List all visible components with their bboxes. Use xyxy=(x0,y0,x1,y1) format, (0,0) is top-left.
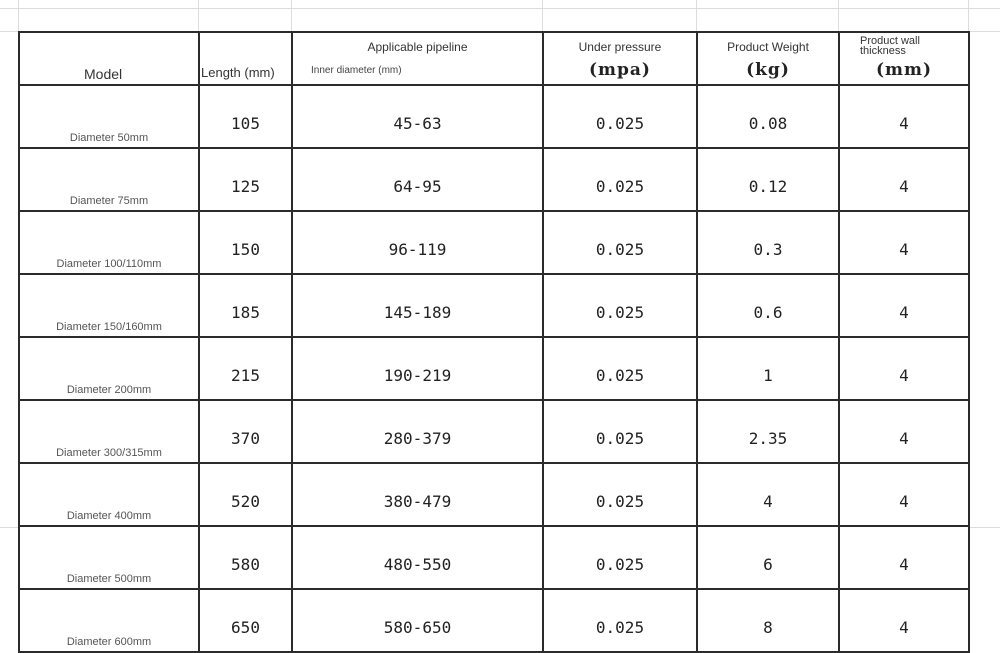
header-model: Model xyxy=(19,32,199,85)
header-wall-label: Product wall thickness xyxy=(860,35,920,57)
cell-weight: 2.35 xyxy=(697,400,839,463)
cell-model: Diameter 600mm xyxy=(19,589,199,652)
cell-length: 520 xyxy=(199,463,292,526)
table-row xyxy=(19,274,969,337)
header-wall-unit: (mm) xyxy=(875,60,933,80)
header-row xyxy=(19,32,969,85)
cell-weight: 0.3 xyxy=(697,211,839,274)
cell-inner-diameter: 480-550 xyxy=(292,526,543,589)
cell-pressure: 0.025 xyxy=(543,148,697,211)
cell-inner-diameter: 380-479 xyxy=(292,463,543,526)
table-row xyxy=(19,400,969,463)
cell-wall-thickness: 4 xyxy=(839,85,969,148)
cell-pressure: 0.025 xyxy=(543,337,697,400)
cell-model: Diameter 50mm xyxy=(19,85,199,148)
header-weight-label: Product Weight xyxy=(727,40,809,54)
cell-pressure: 0.025 xyxy=(543,85,697,148)
cell-inner-diameter: 145-189 xyxy=(292,274,543,337)
cell-model: Diameter 75mm xyxy=(19,148,199,211)
product-spec-table xyxy=(18,31,970,653)
cell-length: 105 xyxy=(199,85,292,148)
cell-model: Diameter 300/315mm xyxy=(19,400,199,463)
table-row xyxy=(19,337,969,400)
cell-wall-thickness: 4 xyxy=(839,526,969,589)
header-pressure xyxy=(543,32,697,85)
cell-inner-diameter: 280-379 xyxy=(292,400,543,463)
cell-weight: 1 xyxy=(697,337,839,400)
header-weight-unit: (kg) xyxy=(746,60,790,80)
cell-weight: 0.08 xyxy=(697,85,839,148)
cell-length: 650 xyxy=(199,589,292,652)
table-row xyxy=(19,589,969,652)
table-row xyxy=(19,85,969,148)
table-row xyxy=(19,148,969,211)
cell-length: 215 xyxy=(199,337,292,400)
header-wall xyxy=(839,32,969,85)
cell-pressure: 0.025 xyxy=(543,211,697,274)
cell-inner-diameter: 45-63 xyxy=(292,85,543,148)
cell-weight: 8 xyxy=(697,589,839,652)
cell-weight: 0.6 xyxy=(697,274,839,337)
cell-pressure: 0.025 xyxy=(543,400,697,463)
header-weight xyxy=(697,32,839,85)
cell-model: Diameter 200mm xyxy=(19,337,199,400)
cell-wall-thickness: 4 xyxy=(839,148,969,211)
header-pressure-label: Under pressure xyxy=(578,40,662,54)
cell-wall-thickness: 4 xyxy=(839,274,969,337)
cell-wall-thickness: 4 xyxy=(839,463,969,526)
cell-pressure: 0.025 xyxy=(543,526,697,589)
header-length: Length (mm) xyxy=(199,32,292,85)
cell-length: 125 xyxy=(199,148,292,211)
cell-weight: 0.12 xyxy=(697,148,839,211)
cell-pressure: 0.025 xyxy=(543,589,697,652)
table-row xyxy=(19,526,969,589)
cell-wall-thickness: 4 xyxy=(839,337,969,400)
header-inner-diameter-label: Inner diameter (mm) xyxy=(311,65,402,76)
cell-model: Diameter 100/110mm xyxy=(19,211,199,274)
header-pressure-unit: (mpa) xyxy=(589,60,651,80)
cell-model: Diameter 400mm xyxy=(19,463,199,526)
cell-pressure: 0.025 xyxy=(543,274,697,337)
cell-wall-thickness: 4 xyxy=(839,400,969,463)
header-pipeline-label: Applicable pipeline xyxy=(367,40,468,54)
header-pipeline xyxy=(292,32,543,85)
cell-inner-diameter: 580-650 xyxy=(292,589,543,652)
cell-inner-diameter: 64-95 xyxy=(292,148,543,211)
cell-length: 150 xyxy=(199,211,292,274)
cell-weight: 4 xyxy=(697,463,839,526)
cell-length: 370 xyxy=(199,400,292,463)
table-row xyxy=(19,211,969,274)
cell-length: 580 xyxy=(199,526,292,589)
cell-inner-diameter: 190-219 xyxy=(292,337,543,400)
cell-length: 185 xyxy=(199,274,292,337)
cell-inner-diameter: 96-119 xyxy=(292,211,543,274)
cell-model: Diameter 500mm xyxy=(19,526,199,589)
cell-weight: 6 xyxy=(697,526,839,589)
cell-pressure: 0.025 xyxy=(543,463,697,526)
cell-wall-thickness: 4 xyxy=(839,211,969,274)
table-row xyxy=(19,463,969,526)
cell-wall-thickness: 4 xyxy=(839,589,969,652)
cell-model: Diameter 150/160mm xyxy=(19,274,199,337)
